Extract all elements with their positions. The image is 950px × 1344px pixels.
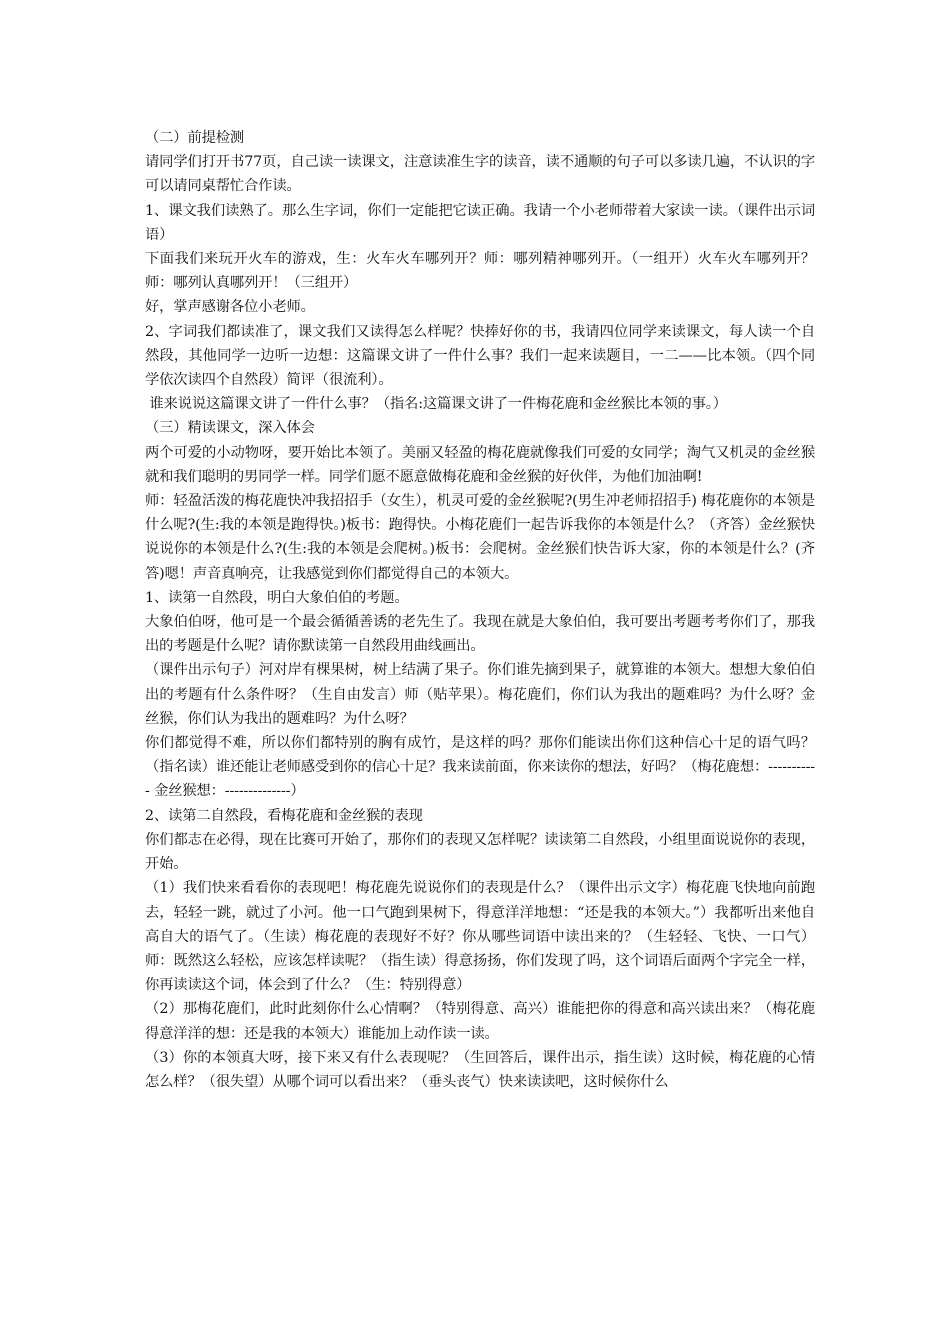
paragraph: 谁来说说这篇课文讲了一件什么事？（指名:这篇课文讲了一件梅花鹿和金丝猴比本领的事。） (145, 396, 727, 413)
paragraph: 2、字词我们都读准了，课文我们又读得怎么样呢？快捧好你的书，我请四位同学来读课文，每人读一个自然段，其他同学一边听一边想：这篇课文讲了一件什么事？我们一起来读题目，一二——比本领。（四个同学依次读四个自然段）简评（很流利）。 (145, 323, 815, 389)
paragraph: （2）那梅花鹿们，此时此刻你什么心情啊？（特别得意、高兴）谁能把你的得意和高兴读出来？（梅花鹿得意洋洋的想：还是我的本领大）谁能加上动作读一读。 (145, 1001, 815, 1042)
paragraph: 师：轻盈活泼的梅花鹿快冲我招招手（女生），机灵可爱的金丝猴呢?(男生冲老师招招手) 梅花鹿你的本领是什么呢?(生:我的本领是跑得快。)板书：跑得快。小梅花鹿们一起告诉我你的本领是什么？（齐答）金丝猴快说说你的本领是什么?(生:我的本领是会爬树。)板书：会爬树。金丝猴们快告诉大家，你的本领是什么？(齐答)嗯！声音真响亮，让我感觉到你们都觉得自己的本领大。 (145, 493, 815, 582)
paragraph: 你们都觉得不难，所以你们都特别的胸有成竹，是这样的吗？那你们能读出你们这种信心十足的语气吗？（指名读）谁还能让老师感受到你的信心十足？我来读前面，你来读你的想法，好吗？（梅花鹿想：----------- 金丝猴想：--------------） (145, 735, 815, 800)
paragraph: 1、课文我们读熟了。那么生字词，你们一定能把它读正确。我请一个小老师带着大家读一读。（课件出示词语） (145, 202, 815, 243)
paragraph: 两个可爱的小动物呀，要开始比本领了。美丽又轻盈的梅花鹿就像我们可爱的女同学；淘气又机灵的金丝猴就和我们聪明的男同学一样。同学们愿不愿意做梅花鹿和金丝猴的好伙伴，为他们加油啊! (145, 444, 815, 485)
paragraph: 你们都志在必得，现在比赛可开始了，那你们的表现又怎样呢？读读第二自然段，小组里面说说你的表现，开始。 (145, 831, 815, 873)
paragraph: （1）我们快来看看你的表现吧！梅花鹿先说说你们的表现是什么？（课件出示文字）梅花鹿飞快地向前跑去，轻轻一跳，就过了小河。他一口气跑到果树下，得意洋洋地想：“还是我的本领大。”）我都听出来他自高自大的语气了。（生读）梅花鹿的表现好不好？你从哪些词语中读出来的？（生轻轻、飞快、一口气）师：既然这么轻松，应该怎样读呢？（指生读）得意扬扬，你们发现了吗，这个词语后面两个字完全一样，你再读读这个词，体会到了什么？（生：特别得意） (145, 880, 815, 994)
paragraph: 大象伯伯呀，他可是一个最会循循善诱的老先生了。我现在就是大象伯伯，我可要出考题考考你们了，那我出的考题是什么呢？请你默读第一自然段用曲线画出。 (145, 614, 815, 655)
subheading-first-paragraph: 1、读第一自然段，明白大象伯伯的考题。 (145, 589, 409, 606)
lesson-plan-text (145, 126, 815, 1094)
paragraph: 请同学们打开书77页，自己读一读课文，注意读准生字的读音，读不通顺的句子可以多读几遍，不认识的字可以请同桌帮忙合作读。 (145, 154, 815, 195)
section-heading-prerequisite-check: （二）前提检测 (145, 130, 245, 146)
subheading-second-paragraph: 2、读第二自然段，看梅花鹿和金丝猴的表现 (145, 807, 423, 824)
paragraph: （3）你的本领真大呀，接下来又有什么表现呢？（生回答后，课件出示，指生读）这时候，梅花鹿的心情怎么样？（很失望）从哪个词可以看出来？（垂头丧气）快来读读吧，这时候你什么 (145, 1049, 815, 1090)
paragraph: 下面我们来玩开火车的游戏，生：火车火车哪列开？师：哪列精神哪列开。（一组开）火车火车哪列开？师：哪列认真哪列开！（三组开） (145, 251, 815, 292)
paragraph: （课件出示句子）河对岸有棵果树，树上结满了果子。你们谁先摘到果子，就算谁的本领大。想想大象伯伯出的考题有什么条件呀？（生自由发言）师（贴苹果）。梅花鹿们，你们认为我出的题难吗？为什么呀？金丝猴，你们认为我出的题难吗？为什么呀？ (145, 662, 815, 727)
section-heading-close-reading: （三）精读课文，深入体会 (145, 420, 315, 437)
paragraph: 好，掌声感谢各位小老师。 (145, 299, 315, 316)
